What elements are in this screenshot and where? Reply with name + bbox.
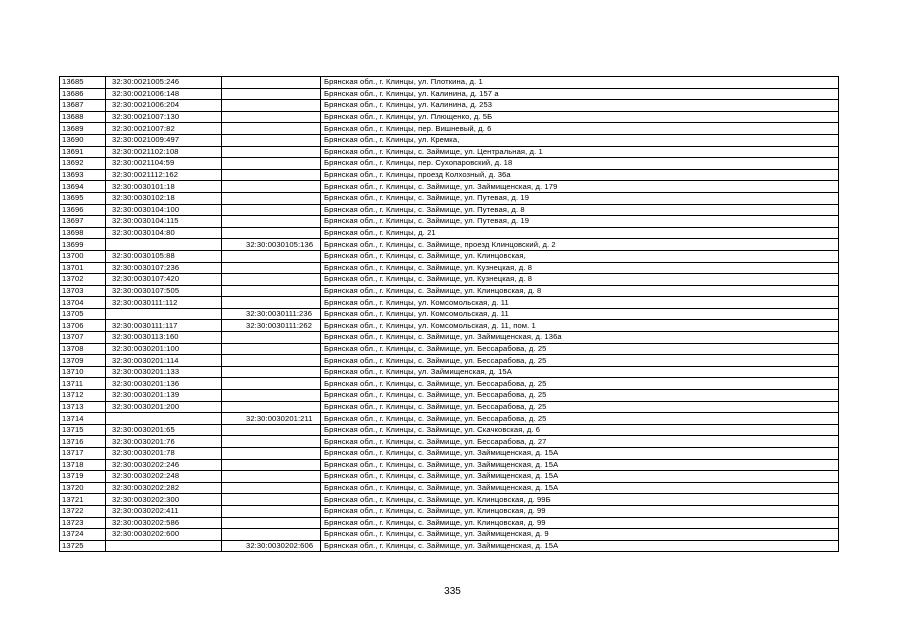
table-row [60, 77, 839, 89]
related-cadastral-number-cell [222, 529, 321, 541]
related-cadastral-number-cell [222, 274, 321, 286]
table-row [60, 204, 839, 216]
table-row [60, 308, 839, 320]
table-row [60, 239, 839, 251]
table-row [60, 285, 839, 297]
related-cadastral-number-cell: 32:30:0030201:211 [222, 413, 321, 425]
address-cell: Брянская обл., г. Клинцы, с. Займище, ул. Бессарабова, д. 25 [321, 401, 839, 413]
address-cell: Брянская обл., г. Клинцы, с. Займище, ул. Клинцовская, д. 99Б [321, 494, 839, 506]
table-row [60, 216, 839, 228]
table-row [60, 181, 839, 193]
address-cell: Брянская обл., г. Клинцы, ул. Плющенко, д. 5Б [321, 111, 839, 123]
related-cadastral-number-cell [222, 158, 321, 170]
table-row [60, 274, 839, 286]
related-cadastral-number-cell [222, 204, 321, 216]
address-cell: Брянская обл., г. Клинцы, с. Займище, ул. Займищенская, д. 15А [321, 448, 839, 460]
address-cell: Брянская обл., г. Клинцы, с. Займище, проезд Клинцовский, д. 2 [321, 239, 839, 251]
address-cell: Брянская обл., г. Клинцы, с. Займище, ул. Займищенская, д. 9 [321, 529, 839, 541]
table-row [60, 111, 839, 123]
row-number-cell: 13688 [60, 111, 106, 123]
cadastral-number-cell: 32:30:0030104:100 [106, 204, 222, 216]
related-cadastral-number-cell [222, 88, 321, 100]
cadastral-number-cell: 32:30:0030105:88 [106, 250, 222, 262]
row-number-cell: 13711 [60, 378, 106, 390]
row-number-cell: 13717 [60, 448, 106, 460]
table-row [60, 424, 839, 436]
row-number-cell: 13706 [60, 320, 106, 332]
cadastral-number-cell: 32:30:0030101:18 [106, 181, 222, 193]
row-number-cell: 13695 [60, 192, 106, 204]
cadastral-number-cell: 32:30:0030102:18 [106, 192, 222, 204]
cadastral-number-cell: 32:30:0021006:204 [106, 100, 222, 112]
address-cell: Брянская обл., г. Клинцы, ул. Комсомольская, д. 11 [321, 308, 839, 320]
table-row [60, 517, 839, 529]
address-cell: Брянская обл., г. Клинцы, с. Займище, ул. Клинцовская, д. 8 [321, 285, 839, 297]
cadastral-number-cell: 32:30:0030201:139 [106, 390, 222, 402]
cadastral-number-cell: 32:30:0021007:82 [106, 123, 222, 135]
cadastral-number-cell [106, 239, 222, 251]
related-cadastral-number-cell [222, 111, 321, 123]
address-cell: Брянская обл., г. Клинцы, с. Займище, ул. Бессарабова, д. 25 [321, 390, 839, 402]
cadastral-number-cell: 32:30:0030201:78 [106, 448, 222, 460]
table-row [60, 250, 839, 262]
registry-table-body [60, 77, 839, 552]
row-number-cell: 13709 [60, 355, 106, 367]
address-cell: Брянская обл., г. Клинцы, с. Займище, ул. Клинцовская, д. 99 [321, 517, 839, 529]
related-cadastral-number-cell [222, 424, 321, 436]
address-cell: Брянская обл., г. Клинцы, с. Займище, ул. Клинцовская, д. 99 [321, 505, 839, 517]
cadastral-number-cell [106, 540, 222, 552]
row-number-cell: 13690 [60, 134, 106, 146]
row-number-cell: 13699 [60, 239, 106, 251]
table-row [60, 123, 839, 135]
address-cell: Брянская обл., г. Клинцы, с. Займище, ул. Скачковская, д. 6 [321, 424, 839, 436]
row-number-cell: 13708 [60, 343, 106, 355]
related-cadastral-number-cell [222, 343, 321, 355]
row-number-cell: 13707 [60, 332, 106, 344]
cadastral-number-cell: 32:30:0030202:300 [106, 494, 222, 506]
address-cell: Брянская обл., г. Клинцы, с. Займище, ул. Бессарабова, д. 27 [321, 436, 839, 448]
table-row [60, 134, 839, 146]
row-number-cell: 13715 [60, 424, 106, 436]
address-cell: Брянская обл., г. Клинцы, с. Займище, ул. Центральная, д. 1 [321, 146, 839, 158]
address-cell: Брянская обл., г. Клинцы, ул. Калинина, д. 157 а [321, 88, 839, 100]
cadastral-number-cell: 32:30:0021104:59 [106, 158, 222, 170]
address-cell: Брянская обл., г. Клинцы, с. Займище, ул. Займищенская, д. 15А [321, 459, 839, 471]
table-row [60, 505, 839, 517]
related-cadastral-number-cell [222, 250, 321, 262]
table-row [60, 366, 839, 378]
row-number-cell: 13704 [60, 297, 106, 309]
address-cell: Брянская обл., г. Клинцы, с. Займище, ул. Бессарабова, д. 25 [321, 378, 839, 390]
address-cell: Брянская обл., г. Клинцы, с. Займище, ул. Бессарабова, д. 25 [321, 355, 839, 367]
cadastral-number-cell: 32:30:0030107:420 [106, 274, 222, 286]
address-cell: Брянская обл., г. Клинцы, ул. Комсомольская, д. 11, пом. 1 [321, 320, 839, 332]
address-cell: Брянская обл., г. Клинцы, д. 21 [321, 227, 839, 239]
address-cell: Брянская обл., г. Клинцы, с. Займище, ул. Путевая, д. 19 [321, 192, 839, 204]
address-cell: Брянская обл., г. Клинцы, с. Займище, ул. Путевая, д. 19 [321, 216, 839, 228]
table-row [60, 297, 839, 309]
address-cell: Брянская обл., г. Клинцы, с. Займище, ул. Кузнецкая, д. 8 [321, 274, 839, 286]
table-row [60, 378, 839, 390]
cadastral-number-cell [106, 308, 222, 320]
related-cadastral-number-cell [222, 100, 321, 112]
registry-table [59, 76, 839, 552]
cadastral-number-cell: 32:30:0021009:497 [106, 134, 222, 146]
cadastral-number-cell: 32:30:0030107:236 [106, 262, 222, 274]
cadastral-number-cell: 32:30:0021006:148 [106, 88, 222, 100]
cadastral-number-cell: 32:30:0030202:282 [106, 482, 222, 494]
related-cadastral-number-cell [222, 227, 321, 239]
related-cadastral-number-cell [222, 285, 321, 297]
related-cadastral-number-cell: 32:30:0030111:236 [222, 308, 321, 320]
row-number-cell: 13694 [60, 181, 106, 193]
cadastral-number-cell: 32:30:0030113:160 [106, 332, 222, 344]
related-cadastral-number-cell [222, 262, 321, 274]
related-cadastral-number-cell [222, 401, 321, 413]
cadastral-number-cell: 32:30:0030107:505 [106, 285, 222, 297]
cadastral-number-cell: 32:30:0030201:65 [106, 424, 222, 436]
table-row [60, 459, 839, 471]
table-row [60, 227, 839, 239]
address-cell: Брянская обл., г. Клинцы, пер. Вишневый, д. 6 [321, 123, 839, 135]
cadastral-number-cell: 32:30:0030104:115 [106, 216, 222, 228]
cadastral-number-cell: 32:30:0021007:130 [106, 111, 222, 123]
row-number-cell: 13686 [60, 88, 106, 100]
row-number-cell: 13724 [60, 529, 106, 541]
table-row [60, 482, 839, 494]
row-number-cell: 13697 [60, 216, 106, 228]
cadastral-number-cell: 32:30:0021005:246 [106, 77, 222, 89]
row-number-cell: 13702 [60, 274, 106, 286]
cadastral-number-cell: 32:30:0030201:133 [106, 366, 222, 378]
cadastral-number-cell: 32:30:0030201:114 [106, 355, 222, 367]
row-number-cell: 13718 [60, 459, 106, 471]
related-cadastral-number-cell [222, 192, 321, 204]
address-cell: Брянская обл., г. Клинцы, ул. Кремка, [321, 134, 839, 146]
table-row [60, 448, 839, 460]
table-row [60, 436, 839, 448]
related-cadastral-number-cell [222, 517, 321, 529]
cadastral-number-cell [106, 413, 222, 425]
row-number-cell: 13722 [60, 505, 106, 517]
row-number-cell: 13712 [60, 390, 106, 402]
row-number-cell: 13689 [60, 123, 106, 135]
table-row [60, 88, 839, 100]
table-row [60, 262, 839, 274]
table-row [60, 355, 839, 367]
row-number-cell: 13693 [60, 169, 106, 181]
table-row [60, 413, 839, 425]
related-cadastral-number-cell [222, 366, 321, 378]
table-row [60, 320, 839, 332]
table-row [60, 494, 839, 506]
row-number-cell: 13700 [60, 250, 106, 262]
cadastral-number-cell: 32:30:0030202:586 [106, 517, 222, 529]
cadastral-number-cell: 32:30:0030201:100 [106, 343, 222, 355]
related-cadastral-number-cell [222, 123, 321, 135]
related-cadastral-number-cell [222, 378, 321, 390]
row-number-cell: 13719 [60, 471, 106, 483]
related-cadastral-number-cell [222, 181, 321, 193]
row-number-cell: 13716 [60, 436, 106, 448]
table-row [60, 100, 839, 112]
address-cell: Брянская обл., г. Клинцы, ул. Плоткина, д. 1 [321, 77, 839, 89]
cadastral-number-cell: 32:30:0030202:411 [106, 505, 222, 517]
row-number-cell: 13720 [60, 482, 106, 494]
related-cadastral-number-cell [222, 390, 321, 402]
row-number-cell: 13691 [60, 146, 106, 158]
row-number-cell: 13723 [60, 517, 106, 529]
cadastral-number-cell: 32:30:0030111:112 [106, 297, 222, 309]
cadastral-number-cell: 32:30:0030202:246 [106, 459, 222, 471]
related-cadastral-number-cell [222, 482, 321, 494]
row-number-cell: 13687 [60, 100, 106, 112]
table-row [60, 343, 839, 355]
address-cell: Брянская обл., г. Клинцы, с. Займище, ул. Путевая, д. 8 [321, 204, 839, 216]
cadastral-number-cell: 32:30:0021102:108 [106, 146, 222, 158]
table-row [60, 540, 839, 552]
row-number-cell: 13703 [60, 285, 106, 297]
cadastral-number-cell: 32:30:0030201:136 [106, 378, 222, 390]
table-row [60, 192, 839, 204]
cadastral-number-cell: 32:30:0030202:600 [106, 529, 222, 541]
row-number-cell: 13725 [60, 540, 106, 552]
address-cell: Брянская обл., г. Клинцы, пер. Сухопаровский, д. 18 [321, 158, 839, 170]
table-row [60, 146, 839, 158]
cadastral-number-cell: 32:30:0030111:117 [106, 320, 222, 332]
cadastral-number-cell: 32:30:0030201:76 [106, 436, 222, 448]
related-cadastral-number-cell [222, 169, 321, 181]
table-row [60, 390, 839, 402]
related-cadastral-number-cell [222, 355, 321, 367]
table-row [60, 401, 839, 413]
related-cadastral-number-cell: 32:30:0030111:262 [222, 320, 321, 332]
related-cadastral-number-cell [222, 332, 321, 344]
row-number-cell: 13692 [60, 158, 106, 170]
table-row [60, 332, 839, 344]
row-number-cell: 13721 [60, 494, 106, 506]
related-cadastral-number-cell [222, 134, 321, 146]
address-cell: Брянская обл., г. Клинцы, с. Займище, ул. Займищенская, д. 136а [321, 332, 839, 344]
cadastral-number-cell: 32:30:0030202:248 [106, 471, 222, 483]
row-number-cell: 13685 [60, 77, 106, 89]
related-cadastral-number-cell [222, 459, 321, 471]
row-number-cell: 13701 [60, 262, 106, 274]
row-number-cell: 13713 [60, 401, 106, 413]
row-number-cell: 13714 [60, 413, 106, 425]
related-cadastral-number-cell [222, 297, 321, 309]
address-cell: Брянская обл., г. Клинцы, с. Займище, ул. Бессарабова, д. 25 [321, 413, 839, 425]
related-cadastral-number-cell [222, 146, 321, 158]
related-cadastral-number-cell: 32:30:0030105:136 [222, 239, 321, 251]
page-number: 335 [444, 586, 461, 597]
table-row [60, 158, 839, 170]
related-cadastral-number-cell [222, 436, 321, 448]
related-cadastral-number-cell [222, 505, 321, 517]
related-cadastral-number-cell: 32:30:0030202:606 [222, 540, 321, 552]
address-cell: Брянская обл., г. Клинцы, с. Займище, ул. Займищенская, д. 15А [321, 540, 839, 552]
address-cell: Брянская обл., г. Клинцы, с. Займище, ул. Клинцовская, [321, 250, 839, 262]
cadastral-number-cell: 32:30:0030201:200 [106, 401, 222, 413]
related-cadastral-number-cell [222, 471, 321, 483]
address-cell: Брянская обл., г. Клинцы, с. Займище, ул. Займищенская, д. 15А [321, 471, 839, 483]
address-cell: Брянская обл., г. Клинцы, с. Займище, ул. Кузнецкая, д. 8 [321, 262, 839, 274]
related-cadastral-number-cell [222, 77, 321, 89]
cadastral-number-cell: 32:30:0030104:80 [106, 227, 222, 239]
address-cell: Брянская обл., г. Клинцы, ул. Комсомольская, д. 11 [321, 297, 839, 309]
related-cadastral-number-cell [222, 494, 321, 506]
row-number-cell: 13710 [60, 366, 106, 378]
related-cadastral-number-cell [222, 216, 321, 228]
address-cell: Брянская обл., г. Клинцы, ул. Калинина, д. 253 [321, 100, 839, 112]
row-number-cell: 13698 [60, 227, 106, 239]
related-cadastral-number-cell [222, 448, 321, 460]
table-row [60, 169, 839, 181]
table-row [60, 471, 839, 483]
address-cell: Брянская обл., г. Клинцы, ул. Займищенская, д. 15А [321, 366, 839, 378]
address-cell: Брянская обл., г. Клинцы, с. Займище, ул. Займищенская, д. 179 [321, 181, 839, 193]
row-number-cell: 13696 [60, 204, 106, 216]
address-cell: Брянская обл., г. Клинцы, с. Займище, ул. Бессарабова, д. 25 [321, 343, 839, 355]
table-row [60, 529, 839, 541]
row-number-cell: 13705 [60, 308, 106, 320]
address-cell: Брянская обл., г. Клинцы, с. Займище, ул. Займищенская, д. 15А [321, 482, 839, 494]
address-cell: Брянская обл., г. Клинцы, проезд Колхозный, д. 36а [321, 169, 839, 181]
cadastral-number-cell: 32:30:0021112:162 [106, 169, 222, 181]
